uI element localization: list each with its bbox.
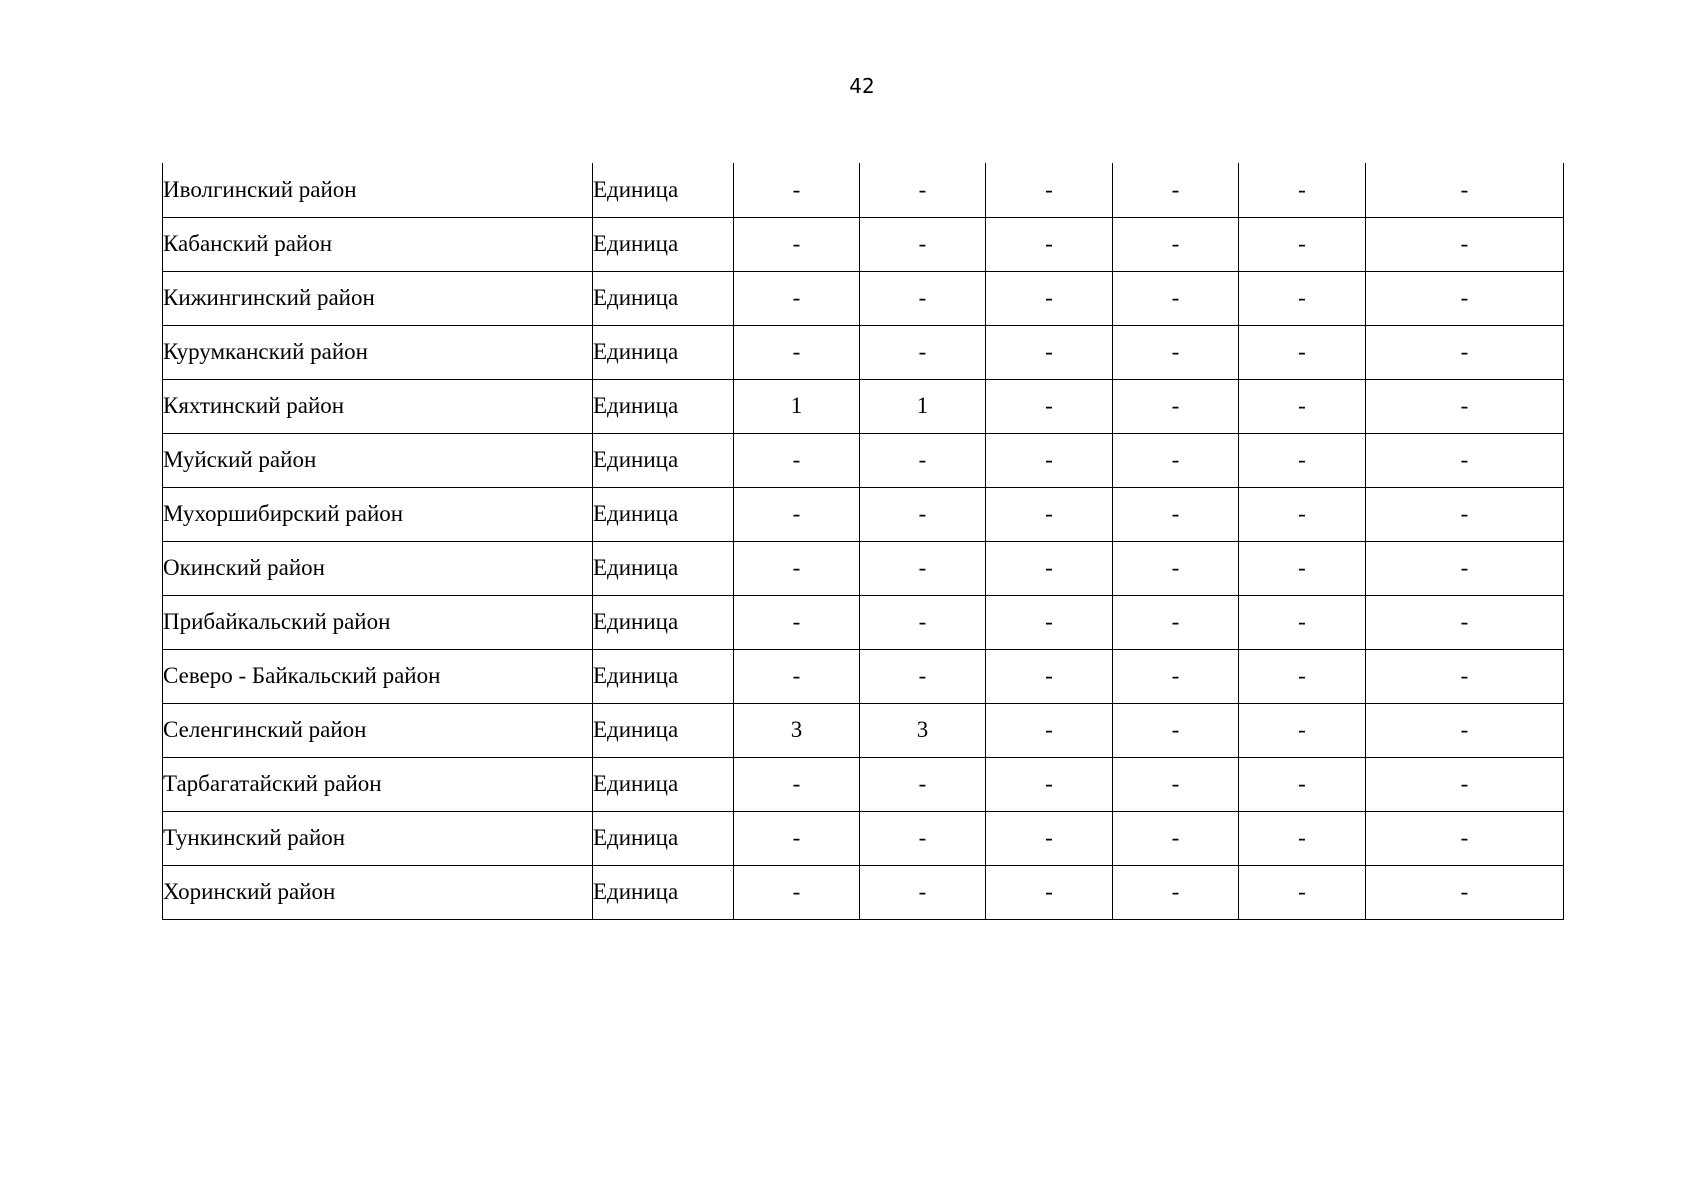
value-cell-3: - [986,271,1113,325]
value-cell-5: - [1239,649,1366,703]
value-cell-1: - [734,163,860,217]
value-cell-3: - [986,379,1113,433]
district-name-cell: Курумканский район [163,325,593,379]
district-name-cell: Хоринский район [163,865,593,919]
value-cell-4: - [1113,811,1239,865]
value-cell-2: - [860,433,986,487]
district-name-cell: Тарбагатайский район [163,757,593,811]
value-cell-6: - [1366,757,1564,811]
district-name-cell: Мухоршибирский район [163,487,593,541]
table-row [163,487,1564,541]
value-cell-2: 3 [860,703,986,757]
value-cell-3: - [986,811,1113,865]
table-row [163,811,1564,865]
district-table [162,163,1564,920]
value-cell-1: - [734,541,860,595]
value-cell-1: - [734,217,860,271]
value-cell-3: - [986,163,1113,217]
value-cell-4: - [1113,541,1239,595]
page-number: 42 [849,74,875,98]
unit-cell: Единица [593,865,734,919]
value-cell-1: - [734,325,860,379]
value-cell-6: - [1366,217,1564,271]
district-name-cell: Кабанский район [163,217,593,271]
value-cell-4: - [1113,325,1239,379]
value-cell-6: - [1366,163,1564,217]
value-cell-5: - [1239,325,1366,379]
table-row [163,379,1564,433]
value-cell-6: - [1366,649,1564,703]
value-cell-6: - [1366,271,1564,325]
value-cell-5: - [1239,811,1366,865]
unit-cell: Единица [593,595,734,649]
district-name-cell: Муйский район [163,433,593,487]
value-cell-6: - [1366,379,1564,433]
value-cell-5: - [1239,595,1366,649]
value-cell-5: - [1239,487,1366,541]
value-cell-6: - [1366,811,1564,865]
value-cell-5: - [1239,757,1366,811]
district-name-cell: Окинский район [163,541,593,595]
value-cell-2: 1 [860,379,986,433]
district-name-cell: Тункинский район [163,811,593,865]
value-cell-2: - [860,865,986,919]
table-body [163,163,1564,919]
value-cell-2: - [860,541,986,595]
unit-cell: Единица [593,163,734,217]
district-name-cell: Селенгинский район [163,703,593,757]
value-cell-4: - [1113,703,1239,757]
value-cell-1: - [734,487,860,541]
unit-cell: Единица [593,487,734,541]
table-row [163,865,1564,919]
value-cell-6: - [1366,541,1564,595]
value-cell-4: - [1113,379,1239,433]
value-cell-5: - [1239,217,1366,271]
unit-cell: Единица [593,271,734,325]
unit-cell: Единица [593,217,734,271]
value-cell-4: - [1113,487,1239,541]
value-cell-2: - [860,811,986,865]
value-cell-5: - [1239,541,1366,595]
value-cell-5: - [1239,703,1366,757]
value-cell-6: - [1366,595,1564,649]
value-cell-3: - [986,217,1113,271]
value-cell-2: - [860,649,986,703]
value-cell-2: - [860,271,986,325]
value-cell-2: - [860,757,986,811]
value-cell-1: - [734,865,860,919]
unit-cell: Единица [593,541,734,595]
value-cell-5: - [1239,163,1366,217]
value-cell-4: - [1113,433,1239,487]
unit-cell: Единица [593,757,734,811]
value-cell-3: - [986,595,1113,649]
table-row [163,703,1564,757]
value-cell-2: - [860,595,986,649]
value-cell-1: 3 [734,703,860,757]
district-name-cell: Кяхтинский район [163,379,593,433]
value-cell-1: - [734,649,860,703]
table-row [163,757,1564,811]
value-cell-3: - [986,433,1113,487]
unit-cell: Единица [593,811,734,865]
unit-cell: Единица [593,325,734,379]
value-cell-1: - [734,811,860,865]
value-cell-2: - [860,163,986,217]
table-row [163,271,1564,325]
value-cell-3: - [986,649,1113,703]
value-cell-4: - [1113,217,1239,271]
value-cell-1: - [734,433,860,487]
value-cell-3: - [986,487,1113,541]
value-cell-5: - [1239,379,1366,433]
value-cell-1: - [734,757,860,811]
value-cell-6: - [1366,703,1564,757]
district-name-cell: Кижингинский район [163,271,593,325]
district-name-cell: Иволгинский район [163,163,593,217]
value-cell-5: - [1239,433,1366,487]
value-cell-2: - [860,487,986,541]
table-row [163,325,1564,379]
value-cell-1: 1 [734,379,860,433]
unit-cell: Единица [593,433,734,487]
unit-cell: Единица [593,649,734,703]
table-row [163,217,1564,271]
value-cell-3: - [986,325,1113,379]
table-row [163,595,1564,649]
value-cell-2: - [860,217,986,271]
value-cell-3: - [986,757,1113,811]
district-name-cell: Северо - Байкальский район [163,649,593,703]
value-cell-3: - [986,541,1113,595]
value-cell-3: - [986,703,1113,757]
value-cell-5: - [1239,865,1366,919]
value-cell-4: - [1113,865,1239,919]
value-cell-4: - [1113,595,1239,649]
value-cell-6: - [1366,487,1564,541]
value-cell-4: - [1113,163,1239,217]
district-name-cell: Прибайкальский район [163,595,593,649]
value-cell-1: - [734,595,860,649]
value-cell-5: - [1239,271,1366,325]
value-cell-4: - [1113,649,1239,703]
value-cell-6: - [1366,865,1564,919]
value-cell-6: - [1366,325,1564,379]
table-row [163,163,1564,217]
table-row [163,433,1564,487]
table-row [163,649,1564,703]
table-row [163,541,1564,595]
value-cell-3: - [986,865,1113,919]
value-cell-4: - [1113,757,1239,811]
value-cell-4: - [1113,271,1239,325]
value-cell-1: - [734,271,860,325]
value-cell-2: - [860,325,986,379]
unit-cell: Единица [593,379,734,433]
unit-cell: Единица [593,703,734,757]
value-cell-6: - [1366,433,1564,487]
